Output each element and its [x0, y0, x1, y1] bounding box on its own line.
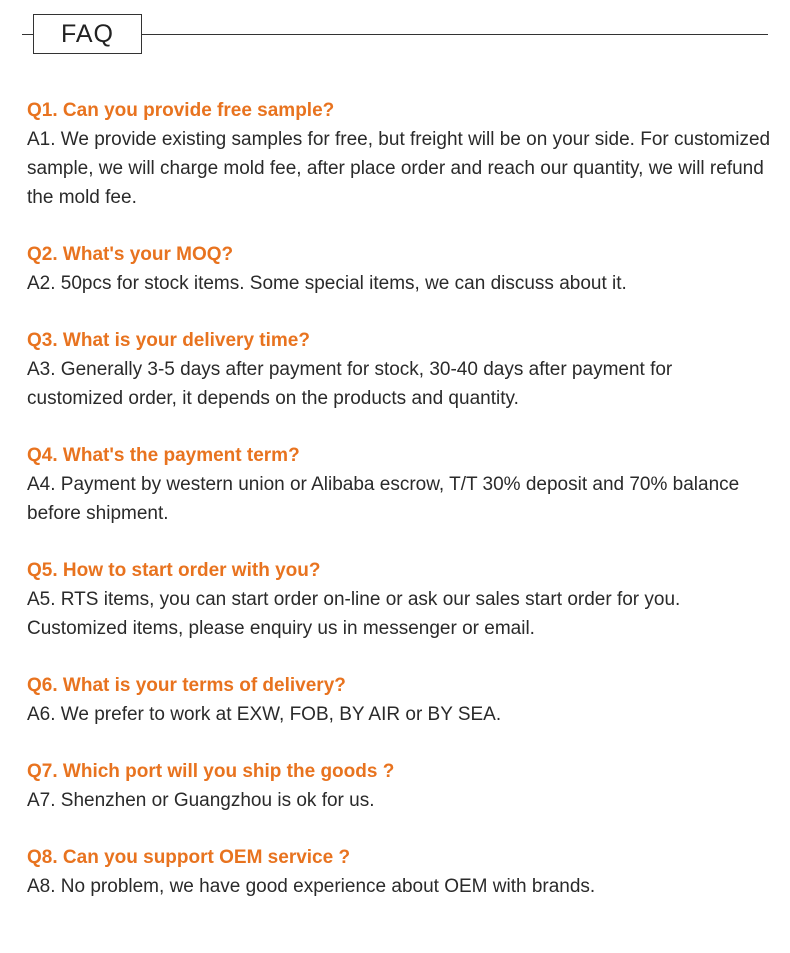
faq-item-5 [27, 556, 772, 643]
faq-list [27, 96, 772, 929]
question-5: Q5. How to start order with you? [27, 560, 321, 581]
question-2: Q2. What's your MOQ? [27, 244, 234, 265]
faq-item-6 [27, 671, 772, 729]
faq-item-7 [27, 757, 772, 815]
answer-8: A8. No problem, we have good experience about OEM with brands. [27, 876, 596, 897]
faq-item-2 [27, 240, 772, 298]
answer-3: A3. Generally 3-5 days after payment for stock, 30-40 days after payment for customized order, it depends on the products and quantity. [27, 359, 673, 409]
answer-6: A6. We prefer to work at EXW, FOB, BY AIR or BY SEA. [27, 704, 502, 725]
faq-item-8 [27, 843, 772, 901]
question-7: Q7. Which port will you ship the goods ? [27, 761, 395, 782]
question-4: Q4. What's the payment term? [27, 445, 300, 466]
question-8: Q8. Can you support OEM service ? [27, 847, 351, 868]
question-3: Q3. What is your delivery time? [27, 330, 310, 351]
answer-4: A4. Payment by western union or Alibaba escrow, T/T 30% deposit and 70% balance before shipment. [27, 474, 740, 524]
faq-item-4 [27, 441, 772, 528]
answer-5: A5. RTS items, you can start order on-line or ask our sales start order for you. Customized items, please enquiry us in messenger or email. [27, 589, 681, 639]
faq-item-3 [27, 326, 772, 413]
answer-1: A1. We provide existing samples for free, but freight will be on your side. For customized sample, we will charge mold fee, after place order and reach our quantity, we will refund the mold fee. [27, 129, 771, 208]
question-1: Q1. Can you provide free sample? [27, 100, 335, 121]
question-6: Q6. What is your terms of delivery? [27, 675, 346, 696]
faq-header [22, 14, 768, 56]
page-title: FAQ [33, 14, 142, 54]
answer-7: A7. Shenzhen or Guangzhou is ok for us. [27, 790, 375, 811]
answer-2: A2. 50pcs for stock items. Some special items, we can discuss about it. [27, 273, 627, 294]
faq-item-1 [27, 96, 772, 212]
